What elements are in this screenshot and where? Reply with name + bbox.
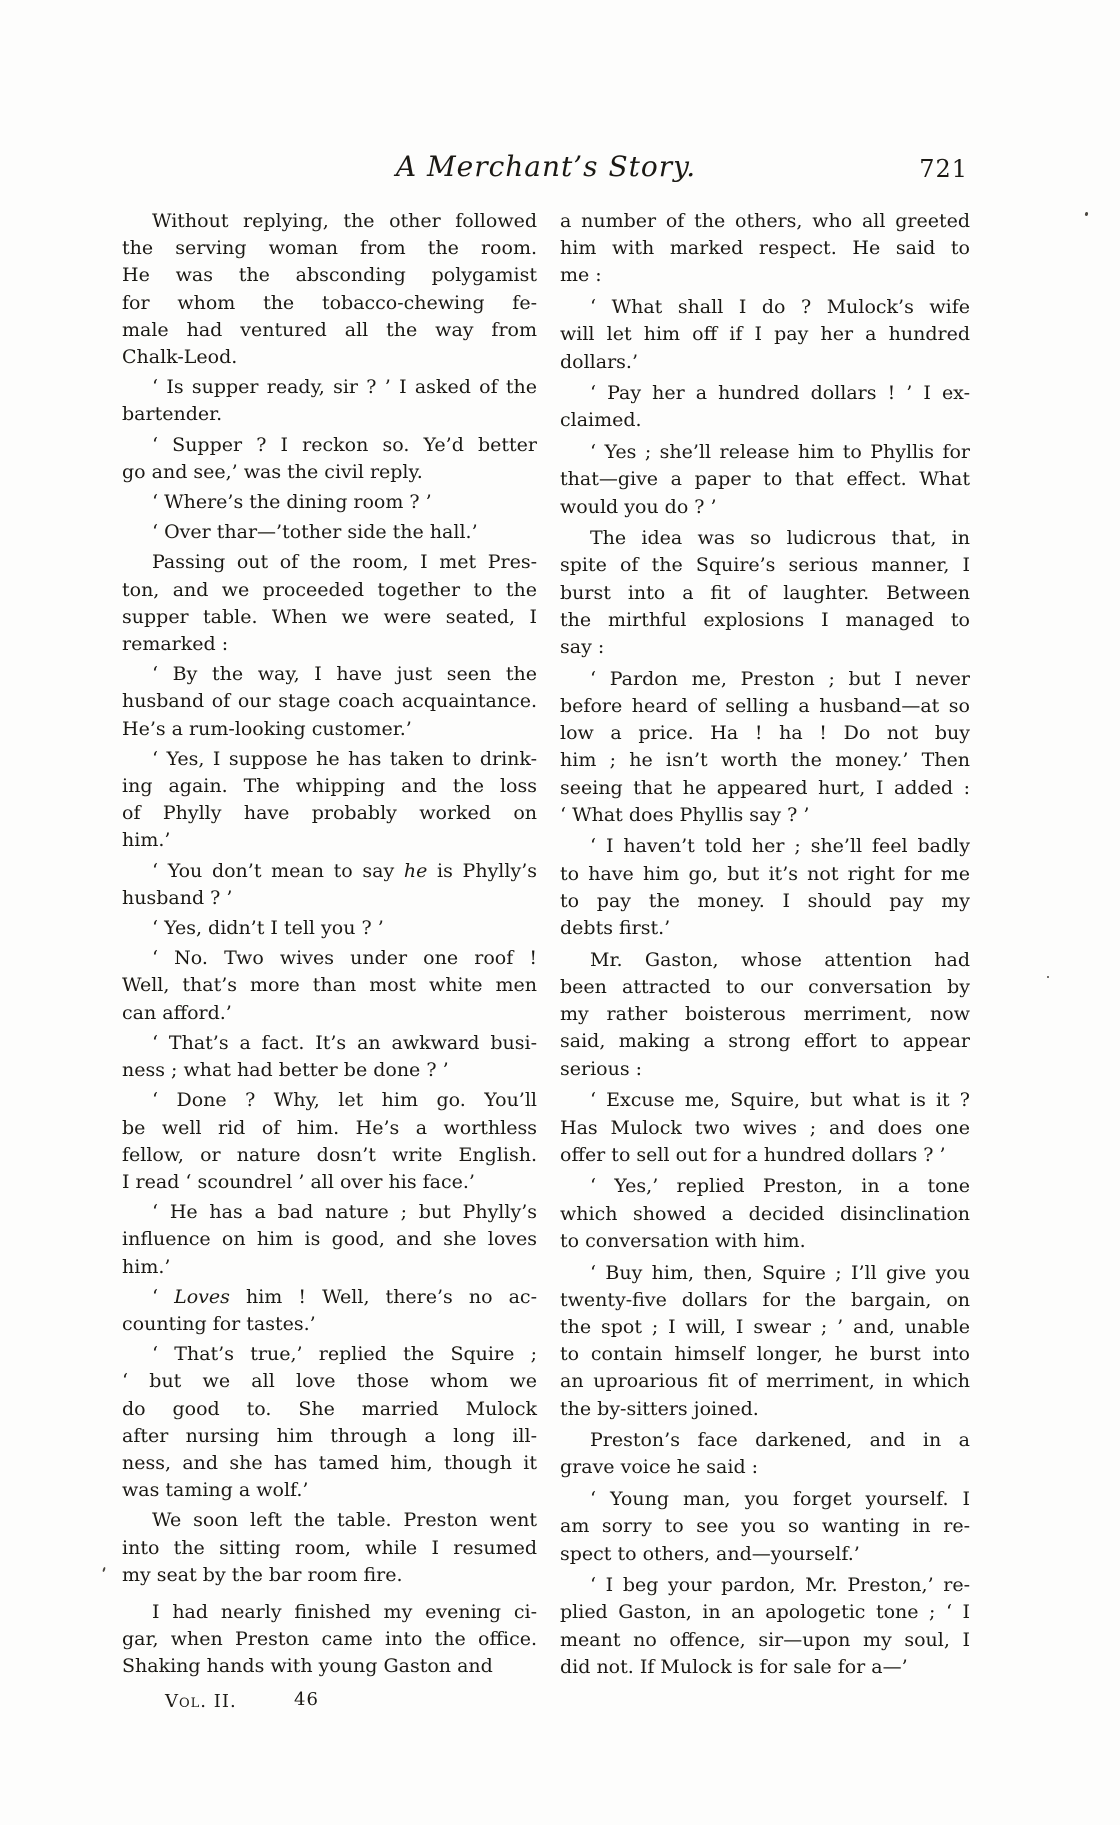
text-line: I had nearly finished my evening ci- <box>152 1600 537 1623</box>
paragraph <box>560 380 970 434</box>
text-line: ‘ No. Two wives under one roof ! <box>152 947 537 970</box>
paragraph <box>560 1486 970 1568</box>
footer-signature: 46 <box>294 1689 319 1710</box>
text-line: of Phylly have probably worked on <box>122 802 537 825</box>
paragraph <box>122 208 537 371</box>
text-line: him.’ <box>122 1255 171 1278</box>
page-footer <box>122 1689 537 1713</box>
text-line: Shaking hands with young Gaston and <box>122 1655 493 1678</box>
text-line: He’s a rum-looking customer.’ <box>122 717 412 740</box>
paragraph <box>122 1599 537 1681</box>
text-line: The idea was so ludicrous that, in <box>590 527 970 550</box>
text-line: ‘ I beg your pardon, Mr. Preston,’ re- <box>590 1574 970 1597</box>
text-line: to pay the money. I should pay my <box>560 889 970 912</box>
text-line: ‘ Done ? Why, let him go. You’ll <box>152 1089 537 1112</box>
paragraph <box>122 519 537 546</box>
paragraph <box>122 489 537 516</box>
text-line: Well, that’s more than most white men <box>122 974 537 997</box>
paragraph <box>560 294 970 376</box>
text-line: I read ‘ scoundrel ’ all over his face.’ <box>122 1170 475 1193</box>
text-line: into the sitting room, while I resumed <box>122 1536 537 1559</box>
text-line: ‘ What shall I do ? Mulock’s wife <box>590 296 970 319</box>
text-line: said, making a strong effort to appear <box>560 1030 970 1053</box>
text-line: fellow, or nature dosn’t write English. <box>122 1143 537 1166</box>
text-line: influence on him is good, and she loves <box>122 1228 537 1251</box>
paragraph <box>560 947 970 1083</box>
text-line: ton, and we proceeded together to the <box>122 578 537 601</box>
text-line: ‘ Over thar—’tother side the hall.’ <box>152 521 478 544</box>
text-line: to have him go, but it’s not right for me <box>560 862 970 885</box>
text-line: been attracted to our conversation by <box>560 975 970 998</box>
text-line: debts first.’ <box>560 917 671 940</box>
paragraph <box>560 666 970 829</box>
text-line: offer to sell out for a hundred dollars ? ’ <box>560 1143 946 1166</box>
text-line: him with marked respect. He said to <box>560 237 970 260</box>
text-line: the mirthful explosions I managed to <box>560 608 970 631</box>
paragraph <box>122 1030 537 1084</box>
paragraph <box>122 1087 537 1196</box>
text-line: say : <box>560 636 605 659</box>
text-line: Mr. Gaston, whose attention had <box>590 948 970 971</box>
text-line: seeing that he appeared hurt, I added : <box>560 776 970 799</box>
text-line: Chalk-Leod. <box>122 346 238 369</box>
text-line: ‘ Where’s the dining room ? ’ <box>152 491 432 514</box>
text-line: spect to others, and—yourself.’ <box>560 1542 860 1565</box>
paragraph <box>122 1284 537 1338</box>
text-line: him ; he isn’t worth the money.’ Then <box>560 749 970 772</box>
text-line: male had ventured all the way from <box>122 318 537 341</box>
text-line: would you do ? ’ <box>560 495 717 518</box>
text-line: serious : <box>560 1057 643 1080</box>
text-line: husband of our stage coach acquaintance. <box>122 690 537 713</box>
text-line: counting for tastes.’ <box>122 1312 316 1335</box>
text-line: ‘ You don’t mean to say he is Phylly’s <box>152 859 537 882</box>
text-line: ‘ What does Phyllis say ? ’ <box>560 803 810 826</box>
paragraph <box>560 1572 970 1681</box>
text-line: the serving woman from the room. <box>122 237 537 260</box>
text-line: ‘ Pay her a hundred dollars ! ’ I ex- <box>590 382 970 405</box>
text-line: be well rid of him. He’s a worthless <box>122 1116 537 1139</box>
scan-speck <box>1047 976 1049 978</box>
text-line: ‘ Is supper ready, sir ? ’ I asked of the <box>152 376 537 399</box>
text-line: ‘ Buy him, then, Squire ; I’ll give you <box>590 1261 970 1284</box>
text-line: that—give a paper to that effect. What <box>560 468 970 491</box>
text-columns <box>122 208 970 1681</box>
text-line: We soon left the table. Preston went <box>152 1509 537 1532</box>
scan-speck <box>1085 212 1089 217</box>
text-line: plied Gaston, in an apologetic tone ; ‘ I <box>560 1601 970 1624</box>
text-line: ‘ Yes,’ replied Preston, in a tone <box>590 1175 970 1198</box>
text-line: low a price. Ha ! ha ! Do not buy <box>560 722 970 745</box>
text-line: before heard of selling a husband—at so <box>560 694 970 717</box>
paragraph <box>560 1173 970 1255</box>
paragraph <box>122 945 537 1027</box>
text-line: spite of the Squire’s serious manner, I <box>560 554 970 577</box>
text-line: supper table. When we were seated, I <box>122 605 537 628</box>
text-line: ‘ but we all love those whom we <box>122 1370 537 1393</box>
text-line: Preston’s face darkened, and in a <box>590 1429 970 1452</box>
text-line: Passing out of the room, I met Pres- <box>152 551 537 574</box>
text-line: my rather boisterous merriment, now <box>560 1003 970 1026</box>
text-column-left <box>122 208 537 1681</box>
text-line: for whom the tobacco-chewing fe- <box>122 291 537 314</box>
text-line: after nursing him through a long ill- <box>122 1424 537 1447</box>
text-line: can afford.’ <box>122 1001 232 1024</box>
text-line: did not. If Mulock is for sale for a—’ <box>560 1655 908 1678</box>
text-line: do good to. She married Mulock <box>122 1397 537 1420</box>
paragraph <box>122 432 537 486</box>
text-line: an uproarious fit of merriment, in which <box>560 1370 970 1393</box>
text-line: a number of the others, who all greeted <box>560 210 970 232</box>
paragraph <box>122 746 537 855</box>
text-line: ‘ I haven’t told her ; she’ll feel badly <box>590 835 970 858</box>
text-line: ness, and she has tamed him, though it <box>122 1451 537 1474</box>
text-line: ‘ Yes, didn’t I tell you ? ’ <box>152 917 384 940</box>
text-line: Without replying, the other followed <box>152 210 537 232</box>
text-line: ‘ Excuse me, Squire, but what is it ? <box>590 1089 970 1112</box>
text-line: to conversation with him. <box>560 1229 806 1252</box>
text-line: ‘ Loves him ! Well, there’s no ac- <box>152 1285 537 1308</box>
scan-speck <box>102 1567 106 1572</box>
paragraph <box>560 1260 970 1423</box>
text-line: bartender. <box>122 403 223 426</box>
text-line: which showed a decided disinclination <box>560 1202 970 1225</box>
paragraph <box>560 833 970 942</box>
paragraph <box>560 1427 970 1481</box>
running-head-title: A Merchant’s Story. <box>395 150 697 183</box>
paragraph <box>560 208 970 290</box>
text-line: burst into a fit of laughter. Between <box>560 581 970 604</box>
text-line: the spot ; I will, I swear ; ’ and, unable <box>560 1315 970 1338</box>
text-line: ‘ Pardon me, Preston ; but I never <box>590 667 970 690</box>
text-line: Has Mulock two wives ; and does one <box>560 1116 970 1139</box>
paragraph <box>122 915 537 942</box>
page-number: 721 <box>919 155 968 183</box>
paragraph <box>122 374 537 428</box>
text-line: meant no offence, sir—upon my soul, I <box>560 1628 970 1651</box>
paragraph <box>122 1199 537 1281</box>
paragraph <box>122 1341 537 1504</box>
text-line: ‘ Yes ; she’ll release him to Phyllis for <box>590 441 970 464</box>
text-line: ‘ He has a bad nature ; but Phylly’s <box>152 1201 537 1224</box>
paragraph <box>122 858 537 912</box>
text-line: to contain himself longer, he burst into <box>560 1343 970 1366</box>
text-line: the by-sitters joined. <box>560 1397 759 1420</box>
text-line: go and see,’ was the civil reply. <box>122 460 423 483</box>
paragraph <box>560 1087 970 1169</box>
text-line: twenty-five dollars for the bargain, on <box>560 1288 970 1311</box>
paragraph <box>122 661 537 743</box>
text-line: am sorry to see you so wanting in re- <box>560 1515 970 1538</box>
text-line: claimed. <box>560 409 642 432</box>
paragraph <box>122 549 537 658</box>
text-line: ‘ That’s true,’ replied the Squire ; <box>152 1343 537 1366</box>
text-line: dollars.’ <box>560 350 638 373</box>
text-line: ing again. The whipping and the loss <box>122 775 537 798</box>
text-line: husband ? ’ <box>122 886 233 909</box>
paragraph <box>560 525 970 661</box>
text-line: my seat by the bar room fire. <box>122 1563 403 1586</box>
text-line: grave voice he said : <box>560 1456 759 1479</box>
text-line: ‘ That’s a fact. It’s an awkward busi- <box>152 1031 537 1054</box>
paragraph <box>122 1507 537 1589</box>
text-line: ‘ Yes, I suppose he has taken to drink- <box>152 747 537 770</box>
text-line: ‘ Supper ? I reckon so. Ye’d better <box>152 433 537 456</box>
text-line: me : <box>560 264 602 287</box>
text-line: will let him off if I pay her a hundred <box>560 323 970 346</box>
paragraph <box>560 439 970 521</box>
page-header <box>122 146 970 192</box>
text-column-right <box>560 208 970 1681</box>
text-line: ‘ Young man, you forget yourself. I <box>590 1488 970 1511</box>
text-line: remarked : <box>122 633 229 656</box>
text-line: ness ; what had better be done ? ’ <box>122 1059 449 1082</box>
text-line: him.’ <box>122 829 171 852</box>
text-line: ‘ By the way, I have just seen the <box>152 663 537 686</box>
text-line: was taming a wolf.’ <box>122 1479 309 1502</box>
text-line: gar, when Preston came into the office. <box>122 1628 537 1651</box>
text-line: He was the absconding polygamist <box>122 264 537 287</box>
footer-volume: Vol. II. <box>165 1691 237 1712</box>
